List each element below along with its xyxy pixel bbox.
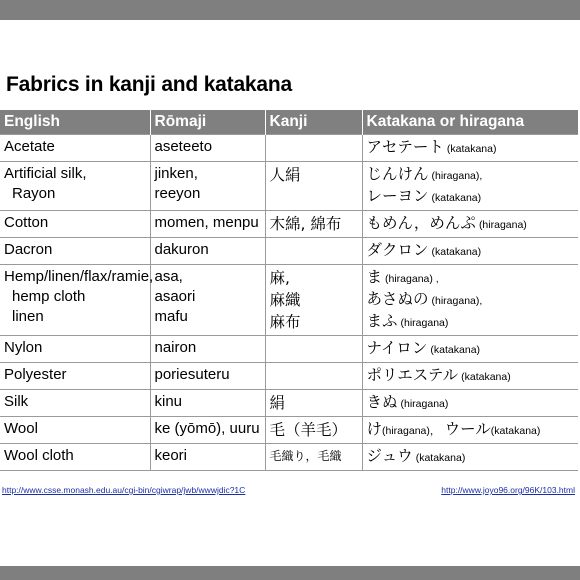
table-row — [0, 211, 578, 238]
cell-line: 毛（羊毛） — [269, 421, 348, 439]
cell-line: Cotton — [4, 214, 49, 231]
kana-text: あさぬの — [366, 290, 429, 308]
cell-line: hemp cloth — [12, 288, 86, 305]
cell-kana — [362, 265, 578, 336]
kana-note: (katakana) — [461, 371, 511, 383]
cell-kanji — [265, 162, 362, 211]
cell-romaji — [150, 444, 265, 471]
cell-kana — [362, 390, 578, 417]
bottom-band — [0, 566, 580, 580]
cell-line — [367, 446, 575, 468]
cell-line: dakuron — [154, 241, 209, 258]
cell-kana — [362, 336, 578, 363]
cell-romaji — [150, 363, 265, 390]
cell-line: Wool — [4, 420, 38, 437]
cell-line: Dacron — [4, 241, 53, 258]
cell-line: keori — [154, 447, 188, 464]
kana-note: (hiragana) — [478, 219, 527, 231]
cell-line: kinu — [154, 393, 183, 410]
cell-english — [0, 238, 150, 265]
kana-note: (hiragana) — [400, 317, 449, 329]
cell-english — [0, 162, 150, 211]
cell-line: 人絹 — [269, 166, 301, 184]
cell-kana — [362, 363, 578, 390]
kana-note: (hiragana) — [400, 398, 449, 410]
kana-note: (hiragana) , — [385, 273, 439, 285]
cell-romaji — [150, 162, 265, 211]
cell-line: poriesuteru — [154, 366, 230, 383]
cell-kanji — [265, 211, 362, 238]
cell-line — [367, 338, 575, 360]
kana-text: アセテート — [366, 138, 444, 156]
cell-line: jinken, — [154, 165, 198, 182]
cell-line — [367, 365, 575, 387]
cell-romaji — [150, 238, 265, 265]
cell-romaji — [150, 211, 265, 238]
cell-line: linen — [12, 308, 44, 325]
fabrics-table — [0, 110, 578, 471]
cell-line: Nylon — [4, 339, 43, 356]
cell-kana — [362, 162, 578, 211]
cell-kana — [362, 211, 578, 238]
cell-line: 麻織 — [269, 291, 301, 309]
cell-romaji — [150, 265, 265, 336]
cell-line — [367, 186, 575, 208]
kana-note: (katakana) — [431, 192, 482, 204]
cell-romaji — [150, 336, 265, 363]
kana-note: (katakana) — [490, 425, 541, 437]
cell-line: Wool cloth — [4, 447, 74, 464]
table-row — [0, 444, 578, 471]
cell-line: Silk — [4, 393, 29, 410]
top-band — [0, 0, 580, 20]
source-link-left[interactable]: http://www.csse.monash.edu.au/cgi-bin/cgiwrap/jwb/wwwjdic?1C — [2, 485, 246, 495]
cell-line: asaori — [154, 288, 196, 305]
kana-note: (hiragana)， — [382, 425, 441, 437]
cell-line: 木綿, 綿布 — [269, 215, 342, 233]
cell-kanji — [265, 238, 362, 265]
cell-line: reeyon — [154, 185, 201, 202]
cell-line — [367, 137, 575, 159]
cell-line: aseteeto — [154, 138, 213, 155]
cell-line — [367, 240, 575, 262]
source-link-right[interactable]: http://www.joyo96.org/96K/103.html — [441, 485, 575, 495]
cell-line: Rayon — [12, 185, 56, 202]
cell-english — [0, 336, 150, 363]
cell-line: Artificial silk, — [4, 165, 87, 182]
kana-text: もめん，めんぷ — [366, 214, 476, 232]
kana-note: (hiragana), — [431, 170, 483, 182]
table-row — [0, 390, 578, 417]
cell-line: 絹 — [269, 394, 286, 412]
cell-kanji — [265, 135, 362, 162]
kana-text: きぬ — [366, 393, 398, 411]
cell-line: 毛織り，毛織 — [269, 449, 342, 463]
cell-line — [367, 164, 575, 186]
cell-line — [367, 213, 575, 235]
kana-text: ポリエステル — [366, 366, 459, 384]
header-romaji: Rōmaji — [150, 110, 265, 135]
page-title: Fabrics in kanji and katakana — [6, 73, 292, 96]
cell-line: 麻布 — [269, 313, 301, 331]
cell-kana — [362, 444, 578, 471]
cell-line — [367, 311, 575, 333]
cell-romaji — [150, 135, 265, 162]
header-english: English — [0, 110, 150, 135]
cell-line: asa, — [154, 268, 183, 285]
kana-note: (hiragana), — [431, 295, 483, 307]
cell-line: 麻, — [269, 269, 290, 287]
cell-line: momen, menpu — [154, 214, 259, 231]
cell-line: Acetate — [4, 138, 55, 155]
kana-text: ナイロン — [366, 339, 428, 357]
cell-kanji — [265, 363, 362, 390]
kana-text: ジュウ — [366, 447, 413, 465]
cell-kanji — [265, 417, 362, 444]
kana-text: ウール — [444, 420, 491, 438]
table-row — [0, 162, 578, 211]
cell-english — [0, 417, 150, 444]
cell-kanji — [265, 265, 362, 336]
cell-kana — [362, 238, 578, 265]
kana-text: け — [366, 420, 383, 438]
kana-note: (katakana) — [430, 344, 481, 356]
cell-line: nairon — [154, 339, 197, 356]
table-row — [0, 363, 578, 390]
table-row — [0, 265, 578, 336]
kana-text: レーヨン — [366, 187, 429, 205]
cell-kanji — [265, 336, 362, 363]
kana-text: まふ — [366, 312, 398, 330]
cell-kana — [362, 135, 578, 162]
cell-line — [367, 392, 575, 414]
cell-line: mafu — [154, 308, 188, 325]
kana-note: (katakana) — [415, 452, 466, 464]
kana-text: じんけん — [366, 165, 429, 183]
cell-line — [367, 289, 575, 311]
kana-note: (katakana) — [431, 246, 482, 258]
cell-line: ke (yōmō), uuru — [154, 420, 260, 437]
table-row — [0, 238, 578, 265]
cell-english — [0, 444, 150, 471]
kana-text: ダクロン — [366, 241, 429, 259]
cell-english — [0, 135, 150, 162]
cell-kanji — [265, 390, 362, 417]
cell-english — [0, 265, 154, 336]
table-row — [0, 417, 578, 444]
table-row — [0, 135, 578, 162]
cell-romaji — [150, 390, 265, 417]
cell-romaji — [150, 417, 265, 444]
cell-line — [367, 267, 575, 289]
cell-kana — [362, 417, 578, 444]
table-header-row — [0, 110, 578, 135]
kana-note: (katakana) — [446, 143, 497, 155]
header-kana: Katakana or hiragana — [362, 110, 578, 135]
header-kanji: Kanji — [265, 110, 362, 135]
kana-text: ま — [366, 268, 383, 286]
cell-english — [0, 390, 150, 417]
cell-line — [367, 419, 575, 441]
cell-line: Hemp/linen/flax/ramie, — [4, 268, 154, 285]
table-row — [0, 336, 578, 363]
cell-line: Polyester — [4, 366, 67, 383]
cell-kanji — [265, 444, 362, 471]
cell-english — [0, 211, 150, 238]
cell-english — [0, 363, 150, 390]
table-body — [0, 135, 578, 471]
